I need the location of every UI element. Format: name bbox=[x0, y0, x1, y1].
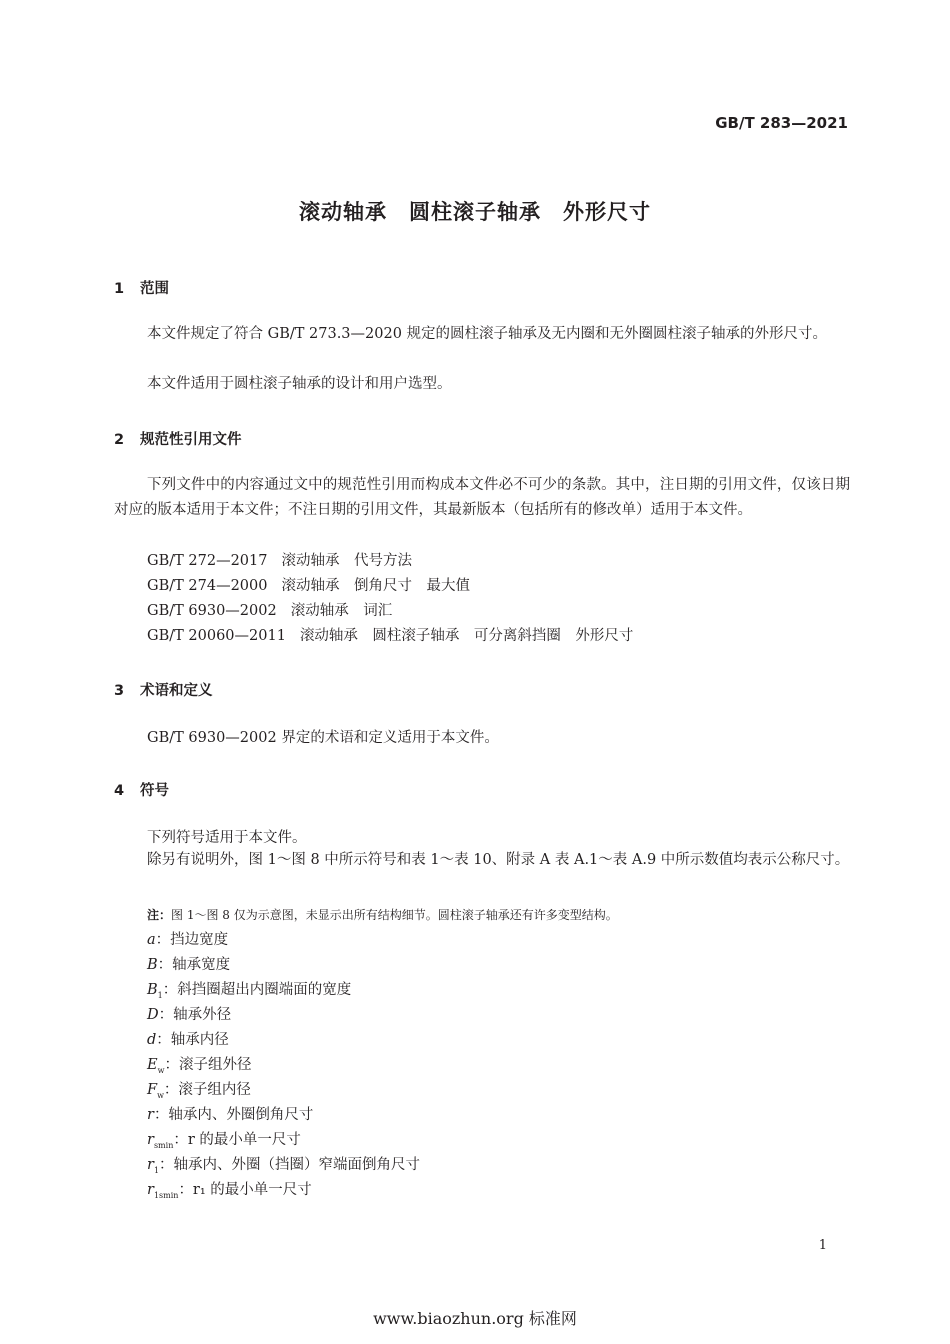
reference-code: GB/T 274—2000 bbox=[147, 578, 268, 594]
reference-title: 滚动轴承 倒角尺寸 最大值 bbox=[281, 578, 470, 594]
symbol-description: ：轴承内、外圈倒角尺寸 bbox=[153, 1107, 314, 1123]
terms-paragraph: GB/T 6930—2002 界定的术语和定义适用于本文件。 bbox=[147, 730, 499, 746]
symbol-letter: F bbox=[147, 1082, 158, 1098]
section-number: 3 bbox=[114, 683, 125, 699]
section-heading-4 bbox=[114, 779, 169, 800]
symbol-item bbox=[147, 1153, 420, 1175]
symbol-item bbox=[147, 1028, 229, 1050]
scope-paragraph-2: 本文件适用于圆柱滚子轴承的设计和用户选型。 bbox=[147, 376, 452, 392]
symbol-letter: D bbox=[147, 1007, 159, 1023]
section-heading-3 bbox=[114, 679, 213, 700]
symbol-subscript: smin bbox=[153, 1140, 174, 1150]
reference-title: 滚动轴承 圆柱滚子轴承 可分离斜挡圈 外形尺寸 bbox=[299, 628, 634, 644]
symbol-description: ：滚子组内径 bbox=[163, 1082, 251, 1098]
symbol-letter: d bbox=[147, 1032, 157, 1048]
symbol-subscript: 1 bbox=[157, 990, 163, 1000]
symbol-description: ：轴承外径 bbox=[158, 1007, 232, 1023]
section-heading-1 bbox=[114, 277, 169, 298]
reference-code: GB/T 6930—2002 bbox=[147, 603, 277, 619]
symbol-subscript: 1smin bbox=[153, 1190, 179, 1200]
symbol-item bbox=[147, 1053, 251, 1075]
reference-title: 滚动轴承 词汇 bbox=[290, 603, 393, 619]
symbol-letter: r bbox=[147, 1132, 154, 1148]
symbol-letter: r bbox=[147, 1107, 154, 1123]
reference-item bbox=[147, 624, 647, 645]
symbol-item bbox=[147, 978, 351, 1000]
section-number: 2 bbox=[114, 432, 125, 448]
symbol-subscript: w bbox=[157, 1065, 165, 1075]
footer-watermark: www.biaozhun.org 标准网 bbox=[373, 1309, 577, 1328]
symbol-letter: a bbox=[147, 932, 156, 948]
section-title: 术语和定义 bbox=[140, 683, 213, 699]
symbol-item bbox=[147, 1178, 312, 1200]
section-title: 符号 bbox=[140, 783, 169, 799]
reference-item bbox=[147, 549, 426, 570]
symbols-intro-paragraph: 下列符号适用于本文件。 bbox=[147, 830, 307, 846]
symbol-item bbox=[147, 1128, 301, 1150]
symbol-subscript: 1 bbox=[153, 1165, 160, 1175]
standard-number: GB/T 283—2021 bbox=[715, 114, 848, 132]
reference-code: GB/T 272—2017 bbox=[147, 553, 268, 569]
section-number: 4 bbox=[114, 783, 125, 799]
symbol-description: ：r 的最小单一尺寸 bbox=[173, 1132, 301, 1148]
section-heading-2 bbox=[114, 428, 242, 449]
symbol-description: ：轴承内、外圈（挡圈）窄端面倒角尺寸 bbox=[159, 1157, 421, 1173]
symbol-item bbox=[147, 953, 230, 975]
section-number: 1 bbox=[114, 281, 125, 297]
symbol-letter: B bbox=[147, 982, 158, 998]
symbol-description: ：轴承内径 bbox=[156, 1032, 229, 1048]
section-title: 范围 bbox=[140, 281, 169, 297]
note-text: 图 1～图 8 仅为示意图，未显示出所有结构细节。圆柱滚子轴承还有许多变型结构。 bbox=[171, 908, 618, 922]
reference-code: GB/T 20060—2011 bbox=[147, 628, 286, 644]
note-label: 注： bbox=[147, 908, 172, 922]
symbol-description: ：斜挡圈超出内圈端面的宽度 bbox=[162, 982, 352, 998]
symbol-letter: E bbox=[147, 1057, 158, 1073]
symbol-item bbox=[147, 1078, 251, 1100]
reference-item bbox=[147, 574, 484, 595]
symbol-description: ：r₁ 的最小单一尺寸 bbox=[178, 1182, 312, 1198]
symbol-description: ：轴承宽度 bbox=[157, 957, 231, 973]
symbol-item bbox=[147, 1103, 313, 1125]
symbol-letter: B bbox=[147, 957, 158, 973]
normative-intro-paragraph: 下列文件中的内容通过文中的规范性引用而构成本文件必不可少的条款。其中，注日期的引用文件，仅该日期对应的版本适用于本文件；不注日期的引用文件，其最新版本（包括所有的修改单）适用于本文件。 bbox=[114, 477, 850, 518]
symbol-description: ：滚子组外径 bbox=[164, 1057, 252, 1073]
note bbox=[147, 906, 618, 923]
section-title: 规范性引用文件 bbox=[140, 432, 242, 448]
symbol-description: ：挡边宽度 bbox=[155, 932, 229, 948]
page-number: 1 bbox=[818, 1238, 827, 1253]
scope-paragraph-1: 本文件规定了符合 GB/T 273.3—2020 规定的圆柱滚子轴承及无内圈和无外圈圆柱滚子轴承的外形尺寸。 bbox=[147, 326, 828, 342]
document-title: 滚动轴承 圆柱滚子轴承 外形尺寸 bbox=[299, 200, 651, 224]
symbol-letter: r bbox=[147, 1182, 154, 1198]
symbol-item bbox=[147, 928, 228, 950]
symbol-item bbox=[147, 1003, 231, 1025]
reference-title: 滚动轴承 代号方法 bbox=[281, 553, 412, 569]
reference-item bbox=[147, 599, 406, 620]
symbols-paragraph-2: 除另有说明外，图 1～图 8 中所示符号和表 1～表 10、附录 A 表 A.1～表 A.9 中所示数值均表示公称尺寸。 bbox=[147, 852, 850, 868]
symbol-letter: r bbox=[147, 1157, 154, 1173]
symbol-subscript: w bbox=[157, 1090, 164, 1100]
